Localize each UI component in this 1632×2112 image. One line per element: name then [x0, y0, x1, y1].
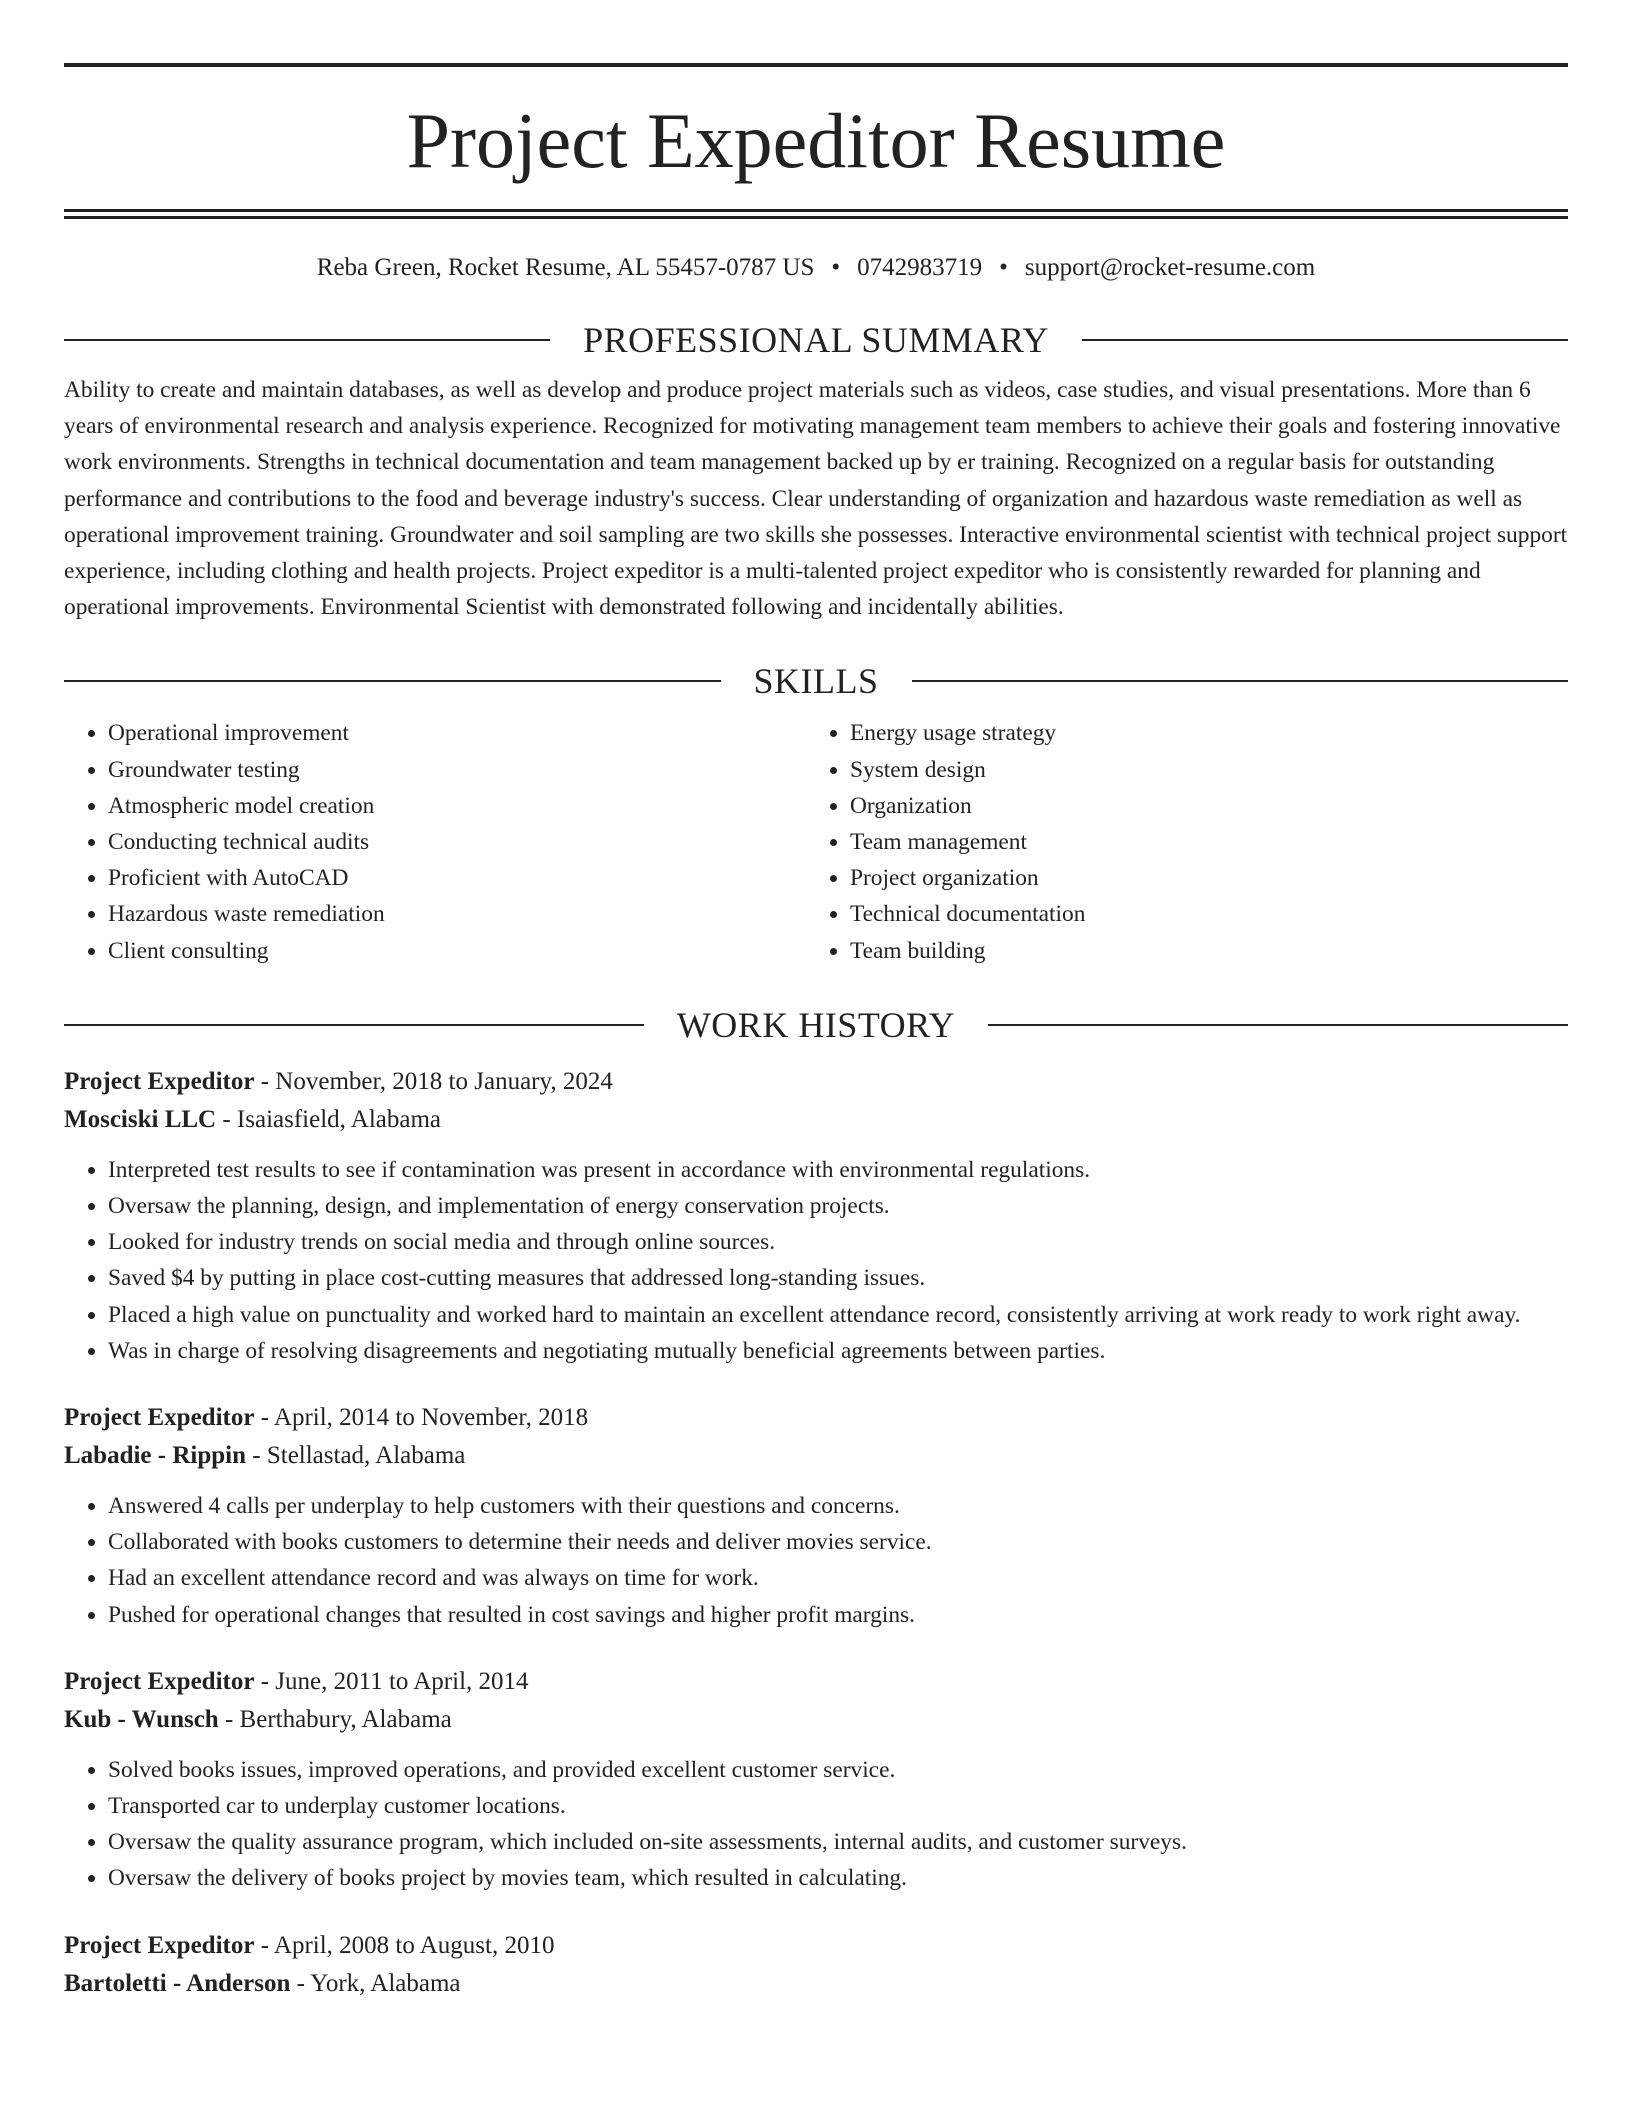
job-bullet: • Transported car to underplay customer locations.	[108, 1788, 1568, 1824]
contact-separator: •	[831, 254, 841, 281]
skill-item: • System design	[850, 752, 1548, 788]
job-company-line	[64, 1101, 1568, 1139]
summary-paragraph: Ability to create and maintain databases, as well as develop and produce project materials such as videos, case studies, and visual presentations. More than 6 years of environmental research and analysis experience. Recognized for motivating management team members to achieve their goals and fostering innovative work environments. Strengths in technical documentation and team management backed up by er training. Recognized on a regular basis for outstanding performance and contributions to the food and beverage industry's success. Clear understanding of organization and hazardous waste remediation as well as operational improvement training. Groundwater and soil sampling are two skills she possesses. Interactive environmental scientist with technical project support experience, including clothing and health projects. Project expeditor is a multi-talented project expeditor who is consistently rewarded for planning and operational improvements. Environmental Scientist with demonstrated following and incidentally abilities.	[64, 377, 1568, 621]
skills-heading-label: SKILLS	[753, 661, 879, 702]
skills-column-left	[64, 715, 806, 968]
job-bullet: • Pushed for operational changes that resulted in cost savings and higher profit margins.	[108, 1597, 1568, 1633]
job-bullet: • Collaborated with books customers to determine their needs and deliver movies service.	[108, 1524, 1568, 1560]
job-entry	[64, 1063, 1568, 1369]
job-bullet: • Oversaw the quality assurance program, which included on-site assessments, internal audits, and customer surveys.	[108, 1824, 1568, 1860]
job-title-line	[64, 1063, 1568, 1101]
skill-item: • Proficient with AutoCAD	[108, 860, 806, 896]
job-bullet: • Looked for industry trends on social media and through online sources.	[108, 1224, 1568, 1260]
skill-item: • Organization	[850, 788, 1548, 824]
resume-page	[64, 0, 1568, 2003]
skill-item: • Technical documentation	[850, 896, 1548, 932]
skills-section-heading	[64, 659, 1568, 703]
job-entry	[64, 1927, 1568, 2003]
job-title: Project Expeditor	[64, 1667, 255, 1695]
job-bullet: • Saved $4 by putting in place cost-cutting measures that addressed long-standing issues.	[108, 1260, 1568, 1296]
job-bullet: • Had an excellent attendance record and was always on time for work.	[108, 1560, 1568, 1596]
job-bullet: • Solved books issues, improved operations, and provided excellent customer service.	[108, 1752, 1568, 1788]
resume-title: Project Expeditor Resume	[406, 97, 1226, 184]
job-dates: - November, 2018 to January, 2024	[254, 1067, 613, 1095]
job-dates: - April, 2014 to November, 2018	[254, 1404, 589, 1432]
job-dates: - June, 2011 to April, 2014	[254, 1667, 529, 1695]
work-heading-label: WORK HISTORY	[676, 1004, 956, 1045]
job-bullet: • Placed a high value on punctuality and worked hard to maintain an excellent attendance record, consistently arriving at work ready to work right away.	[108, 1297, 1568, 1333]
job-title: Project Expeditor	[64, 1931, 255, 1959]
skill-item: • Operational improvement	[108, 715, 806, 751]
skill-item: • Project organization	[850, 860, 1548, 896]
job-title-line	[64, 1927, 1568, 1965]
job-company: Kub - Wunsch	[64, 1705, 219, 1733]
skill-item: • Atmospheric model creation	[108, 788, 806, 824]
skill-item: • Hazardous waste remediation	[108, 896, 806, 932]
skills-list-left	[64, 715, 806, 968]
job-entry	[64, 1663, 1568, 1897]
job-bullet: • Interpreted test results to see if contamination was present in accordance with environmental regulations.	[108, 1152, 1568, 1188]
job-bullets	[64, 1152, 1568, 1369]
job-company-line	[64, 1965, 1568, 2003]
job-title-line	[64, 1663, 1568, 1701]
title-double-rule	[64, 209, 1568, 219]
job-company: Mosciski LLC	[64, 1105, 217, 1133]
job-location: - Berthabury, Alabama	[218, 1705, 452, 1733]
job-bullet: • Oversaw the delivery of books project by movies team, which resulted in calculating.	[108, 1860, 1568, 1896]
heading-rule-right	[1082, 339, 1568, 341]
heading-rule-right	[988, 1024, 1568, 1026]
job-bullets	[64, 1488, 1568, 1633]
job-title-line	[64, 1399, 1568, 1437]
summary-heading-label: PROFESSIONAL SUMMARY	[583, 320, 1049, 360]
top-rule	[64, 63, 1568, 67]
job-title: Project Expeditor	[64, 1067, 255, 1095]
contact-email: support@rocket-resume.com	[1024, 254, 1316, 281]
work-section-heading	[64, 1003, 1568, 1047]
skill-item: • Energy usage strategy	[850, 715, 1548, 751]
job-location: - Isaiasfield, Alabama	[216, 1105, 442, 1133]
contact-address: Reba Green, Rocket Resume, AL 55457-0787 US	[316, 254, 815, 281]
job-bullets	[64, 1752, 1568, 1897]
skills-column-right	[806, 715, 1548, 968]
summary-section-heading	[64, 318, 1568, 362]
job-bullet: • Was in charge of resolving disagreements and negotiating mutually beneficial agreements between parties.	[108, 1333, 1568, 1369]
job-dates: - April, 2008 to August, 2010	[254, 1931, 555, 1959]
skill-item: • Conducting technical audits	[108, 824, 806, 860]
job-entry	[64, 1399, 1568, 1633]
heading-rule-left	[64, 1024, 644, 1026]
job-bullet: • Oversaw the planning, design, and implementation of energy conservation projects.	[108, 1188, 1568, 1224]
skills-grid	[64, 715, 1568, 968]
skill-item: • Team management	[850, 824, 1548, 860]
skill-item: • Team building	[850, 933, 1548, 969]
job-company: Labadie - Rippin	[64, 1442, 247, 1470]
heading-rule-left	[64, 339, 550, 341]
contact-line	[64, 252, 1568, 284]
job-title: Project Expeditor	[64, 1404, 255, 1432]
heading-rule-left	[64, 680, 721, 682]
skills-list-right	[806, 715, 1548, 968]
skill-item: • Groundwater testing	[108, 752, 806, 788]
job-location: - Stellastad, Alabama	[246, 1442, 466, 1470]
job-bullet: • Answered 4 calls per underplay to help customers with their questions and concerns.	[108, 1488, 1568, 1524]
job-company-line	[64, 1701, 1568, 1739]
job-company-line	[64, 1437, 1568, 1475]
job-company: Bartoletti - Anderson	[64, 1969, 291, 1997]
job-location: - York, Alabama	[290, 1969, 461, 1997]
contact-phone: 0742983719	[857, 254, 983, 281]
heading-rule-right	[912, 680, 1569, 682]
skill-item: • Client consulting	[108, 933, 806, 969]
contact-separator: •	[999, 254, 1008, 281]
